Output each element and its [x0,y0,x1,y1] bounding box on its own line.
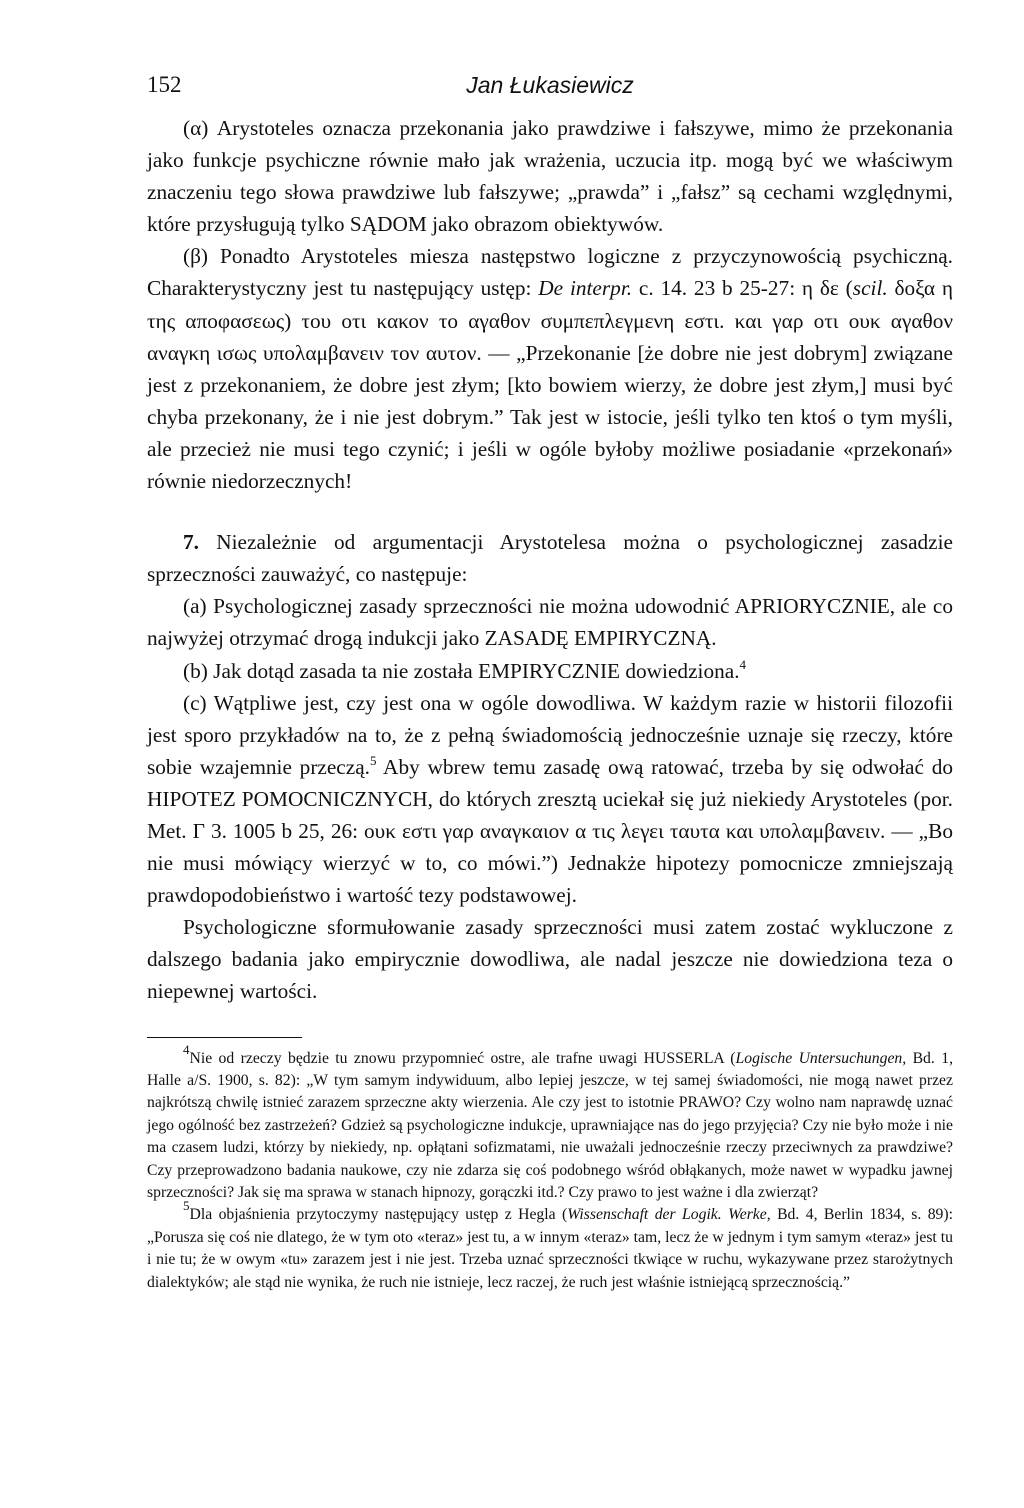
section-number: 7. [183,530,199,555]
beta-text-2: c. 14. 23 b 25-27: η δε ( [632,276,853,301]
scil-abbrev: scil. [852,276,888,301]
footnote-4-mark: 4 [183,1041,190,1057]
footnote-4-title: Logische Untersuchungen, [735,1049,907,1067]
point-b-text: (b) Jak dotąd zasada ta nie została EMPIRYCZNIE dowiedziona. [183,658,740,683]
footnote-5-title: Wissenschaft der Logik. Werke, [567,1206,771,1224]
paragraph-beta [147,240,953,497]
point-a: (a) Psychologicznej zasady sprzeczności nie można udowodnić APRIORYCZNIE, ale co najwyżej otrzymać drogą indukcji jako ZASADĘ EMPIRYCZNĄ. [147,594,953,651]
footnote-5-text-1: Dla objaśnienia przytoczymy następujący ustęp z Hegla ( [189,1206,568,1224]
section-gap [147,497,953,526]
footnote-4 [147,1041,953,1205]
point-b [147,655,953,687]
footnote-5-mark: 5 [183,1198,190,1214]
point-c-text-1: (c) Wątpliwe jest, czy jest ona w ogóle dowodliwa. W każdym razie w historii filozofii jest sporo przykładów na to, że z pełną świadomością jednocześnie uznaje się rzeczy, które sobie wzajemnie przeczą. [147,690,953,779]
footnotes [147,1041,953,1294]
footnote-ref-4[interactable]: 4 [739,656,747,672]
book-page [147,72,953,1294]
paragraph-alpha: (α) Arystoteles oznacza przekonania jako prawdziwe i fałszywe, mimo że przekonania jako funkcje psychiczne równie mało jak wrażenia, uczucia itp. mogą być we właściwym znaczeniu tego słowa prawdziwe lub fałszywe; „prawda” i „fałsz” są cechami względnymi, które przysługują tylko SĄDOM jako obrazom obiektywów. [147,116,953,237]
footnote-4-text-2: Bd. 1, Halle a/S. 1900, s. 82): „W tym samym indywiduum, albo lepiej jeszcze, w tej samej świadomości, nie mogą nawet przez najkrótszą chwilę istnieć zarazem sprzeczne akty wierzenia. Ale czy jest to istotnie PRAWO? Czy wolno nam naprawdę uznać jego ogólność bez zastrzeżeń? Gdzież są psychologiczne indukcje, uprawniające nas do jego przyjęcia? Czy nie było może i nie ma czasem ludzi, którzy by niekiedy, np. opłątani sofizmatami, nie uważali jednocześnie rzeczy przeciwnych za prawdziwe? Czy przeprowadzono badania naukowe, czy nie zdarza się coś podobnego wśród obłąkanych, może nawet w wypadku jawnej sprzeczności? Jak się ma sprawa w stanach hipnozy, gorączki itd.? Czy prawo to jest ważne i dla zwierząt? [147,1049,953,1201]
section-7-intro-text: Niezależnie od argumentacji Arystotelesa można o psychologicznej zasadzie sprzeczności zauważyć, co następuje: [147,530,953,587]
beta-text-1: (β) Ponadto Arystoteles miesza następstwo logiczne z przyczynowością psychiczną. Charakterystyczny jest tu następujący ustęp: [147,244,953,301]
footnote-4-text-1: Nie od rzeczy będzie tu znowu przypomnieć ostre, ale trafne uwagi HUSSERLA ( [189,1049,736,1067]
work-title: De interpr. [538,276,633,301]
section-7-intro [147,526,953,590]
beta-text-3: δοξα η της αποφασεως) του οτι κακον το αγαθον συμπεπλεγμενη εστι. και γαρ οτι ουκ αγαθον αναγκη ισως υπολαμβανειν τον αυτον. — „Przekonanie [że dobre nie jest dobrym] związane jest z przekonaniem, że dobre jest złym; [kto bowiem wierzy, że dobre jest złym,] musi być chyba przekonany, że i nie jest dobrym.” Tak jest w istocie, jeśli tylko ten ktoś o tym myśli, ale przecież nie musi tego czynić; i jeśli w ogóle byłoby możliwe posiadanie «przekonań» równie niedorzecznych! [147,276,954,494]
footnote-divider [147,1037,302,1038]
running-title: Jan Łukasiewicz [466,72,634,98]
footnote-5 [147,1198,953,1294]
point-c-text-2: Aby wbrew temu zasadę ową ratować, trzeba by się odwołać do HIPOTEZ POMOCNICZNYCH, do których zresztą uciekał się już niekiedy Arystoteles (por. Met. Γ 3. 1005 b 25, 26: ουκ εστι γαρ αναγκαιον α τις λεγει ταυτα και υπολαμβανειν. — „Bo nie musi mówiący wierzyć w to, co mówi.”) Jednakże hipotezy pomocnicze zmniejszają prawdopodobieństwo i wartość tezy podstawowej. [147,754,953,908]
footnote-5-text-2: Bd. 4, Berlin 1834, s. 89): „Porusza się coś nie dlatego, że w tym oto «teraz» jest tu, a w innym «teraz» tam, lecz że w jednym i tym samym «teraz» jest tu i nie tu; że w owym «tu» zarazem jest i nie jest. Trzeba uznać sprzeczności tkwiące w ruchu, wykazywane przez starożytnych dialektyków; ale stąd nie wynika, że ruch nie istnieje, lecz raczej, że ruch jest właśnie istniejącą sprzecznością.” [147,1206,953,1291]
main-text [147,112,953,1008]
point-c [147,687,953,912]
footnote-ref-5[interactable]: 5 [370,752,377,768]
conclusion-paragraph: Psychologiczne sformułowanie zasady sprzeczności musi zatem zostać wykluczone z dalszego badania jako empirycznie dowodliwa, ale nadal jeszcze nie dowiedziona teza o niepewnej wartości. [147,915,953,1004]
page-header [147,72,953,112]
page-number: 152 [147,72,182,97]
